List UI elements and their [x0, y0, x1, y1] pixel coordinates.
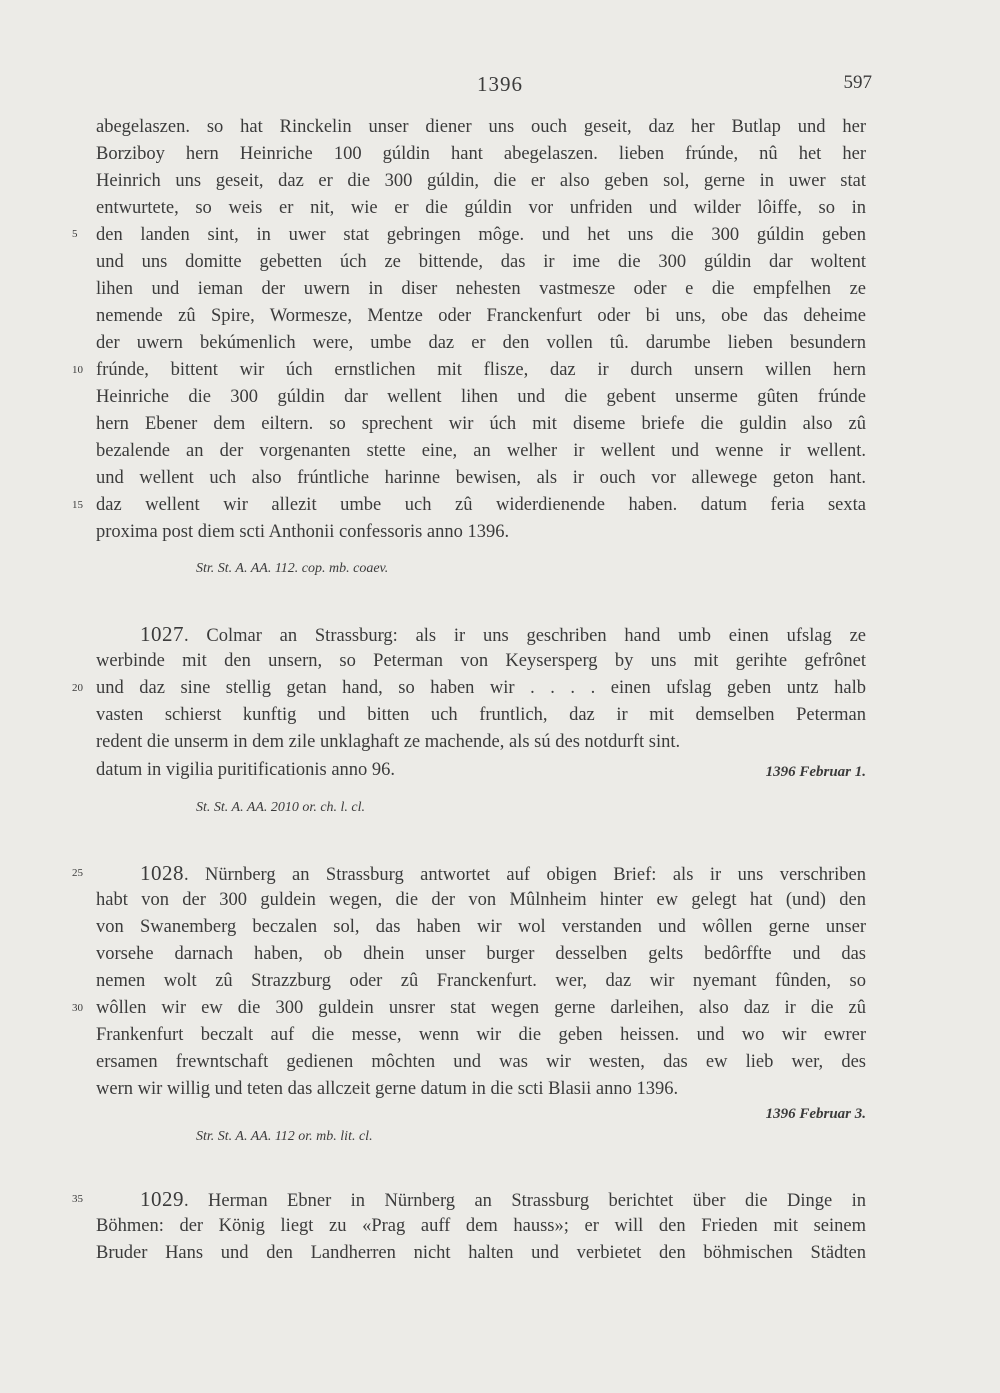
- text-line: und daz sine stellig getan hand, so haben wir . . . . einen ufslag geben untz halb: [96, 678, 866, 698]
- line-number: 35: [72, 1193, 83, 1205]
- text-line: entwurtete, so weis er nit, wie er die gúldin vor unfriden und wilder lôiffe, so in: [96, 198, 866, 218]
- text-line: datum in vigilia puritificationis anno 96.: [96, 760, 396, 780]
- entry-number: 1027: [140, 622, 184, 646]
- text-line: Heinriche die 300 gúldin dar wellent lihen und die gebent unserme gûten frúnde: [96, 387, 866, 407]
- entry-1029-first-line: 1029. Herman Ebner in Nürnberg an Strassburg berichtet über die Dinge in: [140, 1187, 866, 1211]
- text-line: habt von der 300 guldein wegen, die der von Mûlnheim hinter ew gelegt hat (und) den: [96, 890, 866, 910]
- entry-number: 1028: [140, 861, 184, 885]
- source-citation: Str. St. A. AA. 112. cop. mb. coaev.: [196, 561, 389, 576]
- text-line: nemen wolt zû Strazzburg oder zû Franckenfurt. wer, daz wir nyemant fûnden, so: [96, 971, 866, 991]
- entry-date: 1396 Februar 3.: [765, 1106, 866, 1122]
- page-number: 597: [843, 72, 872, 93]
- line-number: 10: [72, 364, 83, 376]
- text-line: hern Ebener dem eiltern. so sprechent wir úch mit diseme briefe die guldin also zû: [96, 414, 866, 434]
- text-line: vasten schierst kunftig und bitten uch fruntlich, daz ir mit demselben Peterman: [96, 705, 866, 725]
- text-line: redent die unserm in dem zile unklaghaft ze machende, als sú des notdurft sint.: [96, 732, 681, 752]
- text-line: Heinrich uns geseit, daz er die 300 gúldin, die er also geben sol, gerne in uwer stat: [96, 171, 866, 191]
- text-line: und wellent uch also frúntliche harinne bewisen, als ir ouch vor allewege geton hant.: [96, 468, 866, 488]
- text-line: den landen sint, in uwer stat gebringen môge. und het uns die 300 gúldin geben: [96, 225, 866, 245]
- text-line: der uwern bekúmenlich were, umbe daz er den vollen tû. darumbe lieben besundern: [96, 333, 866, 353]
- line-number: 30: [72, 1002, 83, 1014]
- running-head-year: 1396: [477, 72, 523, 96]
- text-line: Borziboy hern Heinriche 100 gúldin hant abegelaszen. lieben frúnde, nû het her: [96, 144, 866, 164]
- text-line: Frankenfurt beczalt auf die messe, wenn wir die geben heissen. und wo wir ewrer: [96, 1025, 866, 1045]
- line-number: 25: [72, 867, 83, 879]
- source-citation: Str. St. A. AA. 112 or. mb. lit. cl.: [196, 1129, 373, 1144]
- text-line: von Swanemberg beczalen sol, das haben wir wol verstanden und wôllen gerne unser: [96, 917, 866, 937]
- line-number: 15: [72, 499, 83, 511]
- line-number: 5: [72, 228, 78, 240]
- entry-1028-first-line: 1028. Nürnberg an Strassburg antwortet auf obigen Brief: als ir uns verschriben: [140, 861, 866, 885]
- text-line: Böhmen: der König liegt zu «Prag auff dem hauss»; er will den Frieden mit seinem: [96, 1216, 866, 1236]
- text-line: proxima post diem scti Anthonii confessoris anno 1396.: [96, 522, 510, 542]
- text-line: abegelaszen. so hat Rinckelin unser diener uns ouch geseit, daz her Butlap und her: [96, 117, 866, 137]
- text-line: Bruder Hans und den Landherren nicht halten und verbietet den böhmischen Städten: [96, 1243, 866, 1263]
- text-line: frúnde, bittent wir úch ernstlichen mit flisze, daz ir durch unsern willen hern: [96, 360, 866, 380]
- text-line: bezalende an der vorgenanten stette eine, an welher ir wellent und wenne ir wellent.: [96, 441, 866, 461]
- entry-number: 1029: [140, 1187, 184, 1211]
- text-line: ersamen frewntschaft gedienen môchten und was wir westen, das ew lieb wer, des: [96, 1052, 866, 1072]
- source-citation: St. St. A. AA. 2010 or. ch. l. cl.: [196, 800, 366, 815]
- text-line: nemende zû Spire, Wormesze, Mentze oder Franckenfurt oder bi uns, obe das deheime: [96, 306, 866, 326]
- text-line: vorsehe darnach haben, ob dhein unser burger desselben gelts bedôrffte und das: [96, 944, 866, 964]
- text-line: wôllen wir ew die 300 guldein unsrer stat wegen gerne darleihen, also daz ir die zû: [96, 998, 866, 1018]
- text-line: werbinde mit den unsern, so Peterman von Keysersperg by uns mit gerihte gefrônet: [96, 651, 866, 671]
- line-number: 20: [72, 682, 83, 694]
- text-line: daz wellent wir allezit umbe uch zû widerdienende haben. datum feria sexta: [96, 495, 866, 515]
- entry-1027-first-line: 1027. Colmar an Strassburg: als ir uns geschriben hand umb einen ufslag ze: [140, 622, 866, 646]
- text-line: und uns domitte gebetten úch ze bittende, das ir ime die 300 gúldin dar woltent: [96, 252, 866, 272]
- entry-date: 1396 Februar 1.: [765, 764, 866, 780]
- text-line: wern wir willig und teten das allczeit gerne datum in die scti Blasii anno 1396.: [96, 1079, 679, 1099]
- text-line: lihen und ieman der uwern in diser nehesten vastmesze oder e die empfelhen ze: [96, 279, 866, 299]
